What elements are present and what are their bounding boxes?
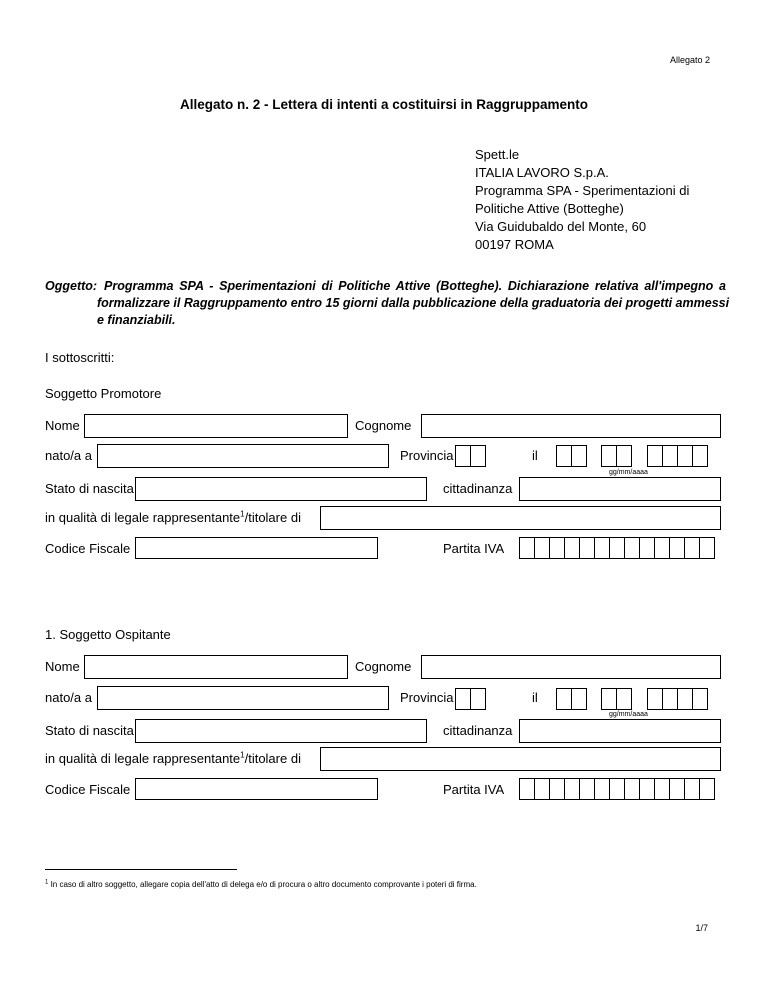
qualita-label	[45, 510, 301, 526]
subject-line-1: Programma SPA - Sperimentazioni di Politiche Attive (Botteghe). Dichiarazione relativa all'impegno a	[104, 279, 726, 293]
char-cell[interactable]	[684, 537, 700, 559]
cittadinanza-field[interactable]	[519, 719, 721, 743]
stato-nascita-field[interactable]	[135, 477, 427, 501]
attachment-label: Allegato 2	[669, 55, 710, 65]
char-cell[interactable]	[470, 688, 486, 710]
footnote-text: In caso di altro soggetto, allegare copia dell'atto di delega e/o di procura o altro documento comprovante i poteri di firma.	[50, 880, 477, 889]
nome-label: Nome	[45, 659, 80, 674]
cognome-field[interactable]	[421, 655, 721, 679]
char-cell[interactable]	[556, 445, 572, 467]
cittadinanza-field[interactable]	[519, 477, 721, 501]
luogo-nascita-field[interactable]	[97, 686, 389, 710]
page-number: 1/7	[695, 923, 708, 933]
page-title: Allegato n. 2 - Lettera di intenti a costituirsi in Raggruppamento	[180, 97, 589, 112]
section-title-promotore: Soggetto Promotore	[45, 386, 162, 401]
char-cell[interactable]	[639, 778, 655, 800]
char-cell[interactable]	[692, 688, 708, 710]
char-cell[interactable]	[654, 778, 670, 800]
char-cell[interactable]	[534, 778, 550, 800]
char-cell[interactable]	[534, 537, 550, 559]
footnote-ref: 1	[240, 509, 245, 519]
char-cell[interactable]	[639, 537, 655, 559]
stato-nascita-label: Stato di nascita	[45, 481, 134, 496]
cognome-label: Cognome	[355, 659, 412, 674]
char-cell[interactable]	[594, 778, 610, 800]
cittadinanza-label: cittadinanza	[443, 481, 513, 496]
qualita-label	[45, 751, 301, 767]
codice-fiscale-field[interactable]	[135, 537, 378, 559]
codice-fiscale-label: Codice Fiscale	[45, 782, 131, 797]
nome-field[interactable]	[84, 414, 348, 438]
char-cell[interactable]	[455, 688, 471, 710]
cittadinanza-label: cittadinanza	[443, 723, 513, 738]
char-cell[interactable]	[677, 445, 693, 467]
char-cell[interactable]	[549, 778, 565, 800]
char-cell[interactable]	[684, 778, 700, 800]
codice-fiscale-label: Codice Fiscale	[45, 541, 131, 556]
nato-label: nato/a a	[45, 690, 92, 705]
partita-iva-label: Partita IVA	[443, 541, 505, 556]
char-cell[interactable]	[616, 445, 632, 467]
luogo-nascita-field[interactable]	[97, 444, 389, 468]
recipient-line: ITALIA LAVORO S.p.A.	[475, 165, 609, 180]
qualita-label-suffix: /titolare di	[244, 751, 301, 766]
char-cell[interactable]	[647, 688, 663, 710]
qualita-field[interactable]	[320, 506, 721, 530]
nato-label: nato/a a	[45, 448, 92, 463]
date-format-hint: gg/mm/aaaa	[609, 711, 648, 718]
cognome-field[interactable]	[421, 414, 721, 438]
char-cell[interactable]	[455, 445, 471, 467]
recipient-line: Politiche Attive (Botteghe)	[475, 201, 624, 216]
char-cell[interactable]	[601, 688, 617, 710]
data-nascita-month-field[interactable]	[601, 688, 631, 710]
recipient-line: 00197 ROMA	[475, 237, 554, 252]
char-cell[interactable]	[677, 688, 693, 710]
char-cell[interactable]	[571, 445, 587, 467]
recipient-line: Programma SPA - Sperimentazioni di	[475, 183, 690, 198]
nome-field[interactable]	[84, 655, 348, 679]
partita-iva-label: Partita IVA	[443, 782, 505, 797]
char-cell[interactable]	[616, 688, 632, 710]
provincia-label: Provincia	[400, 690, 454, 705]
char-cell[interactable]	[564, 778, 580, 800]
subject-label: Oggetto:	[45, 279, 98, 293]
footnote-separator	[45, 869, 237, 870]
char-cell[interactable]	[470, 445, 486, 467]
provincia-label: Provincia	[400, 448, 454, 463]
char-cell[interactable]	[519, 778, 535, 800]
char-cell[interactable]	[624, 778, 640, 800]
nome-label: Nome	[45, 418, 80, 433]
char-cell[interactable]	[579, 537, 595, 559]
qualita-label-text: in qualità di legale rappresentante	[45, 751, 241, 766]
subject-line-3: e finanziabili.	[97, 313, 176, 327]
cognome-label: Cognome	[355, 418, 412, 433]
char-cell[interactable]	[519, 537, 535, 559]
date-format-hint: gg/mm/aaaa	[609, 469, 648, 476]
char-cell[interactable]	[669, 537, 685, 559]
char-cell[interactable]	[571, 688, 587, 710]
char-cell[interactable]	[647, 445, 663, 467]
section-title-ospitante: 1. Soggetto Ospitante	[45, 627, 171, 642]
data-nascita-year-field[interactable]	[647, 688, 707, 710]
footnote-ref: 1	[240, 750, 245, 760]
qualita-field[interactable]	[320, 747, 721, 771]
data-nascita-field[interactable]	[556, 445, 586, 467]
data-nascita-year-field[interactable]	[647, 445, 707, 467]
char-cell[interactable]	[579, 778, 595, 800]
char-cell[interactable]	[609, 537, 625, 559]
char-cell[interactable]	[564, 537, 580, 559]
char-cell[interactable]	[654, 537, 670, 559]
char-cell[interactable]	[594, 537, 610, 559]
subject-line-2: formalizzare il Raggruppamento entro 15 giorni dalla pubblicazione della graduatoria dei progetti ammessi	[97, 296, 730, 310]
char-cell[interactable]	[662, 445, 678, 467]
char-cell[interactable]	[601, 445, 617, 467]
intro-text: I sottoscritti:	[45, 350, 115, 365]
recipient-line: Spett.le	[475, 147, 520, 162]
recipient-address	[475, 146, 689, 254]
char-cell[interactable]	[699, 778, 715, 800]
char-cell[interactable]	[669, 778, 685, 800]
recipient-line: Via Guidubaldo del Monte, 60	[475, 219, 647, 234]
data-nascita-month-field[interactable]	[601, 445, 631, 467]
stato-nascita-field[interactable]	[135, 719, 427, 743]
codice-fiscale-field[interactable]	[135, 778, 378, 800]
qualita-label-suffix: /titolare di	[244, 510, 301, 525]
partita-iva-field[interactable]	[519, 778, 714, 800]
char-cell[interactable]	[549, 537, 565, 559]
il-label: il	[532, 448, 538, 463]
char-cell[interactable]	[692, 445, 708, 467]
partita-iva-field[interactable]	[519, 537, 714, 559]
qualita-label-text: in qualità di legale rappresentante	[45, 510, 241, 525]
provincia-field[interactable]	[455, 445, 485, 467]
footnote	[45, 880, 477, 889]
char-cell[interactable]	[662, 688, 678, 710]
il-label: il	[532, 690, 538, 705]
data-nascita-field[interactable]	[556, 688, 586, 710]
char-cell[interactable]	[556, 688, 572, 710]
footnote-number: 1	[45, 879, 49, 886]
char-cell[interactable]	[624, 537, 640, 559]
stato-nascita-label: Stato di nascita	[45, 723, 134, 738]
char-cell[interactable]	[699, 537, 715, 559]
provincia-field[interactable]	[455, 688, 485, 710]
char-cell[interactable]	[609, 778, 625, 800]
